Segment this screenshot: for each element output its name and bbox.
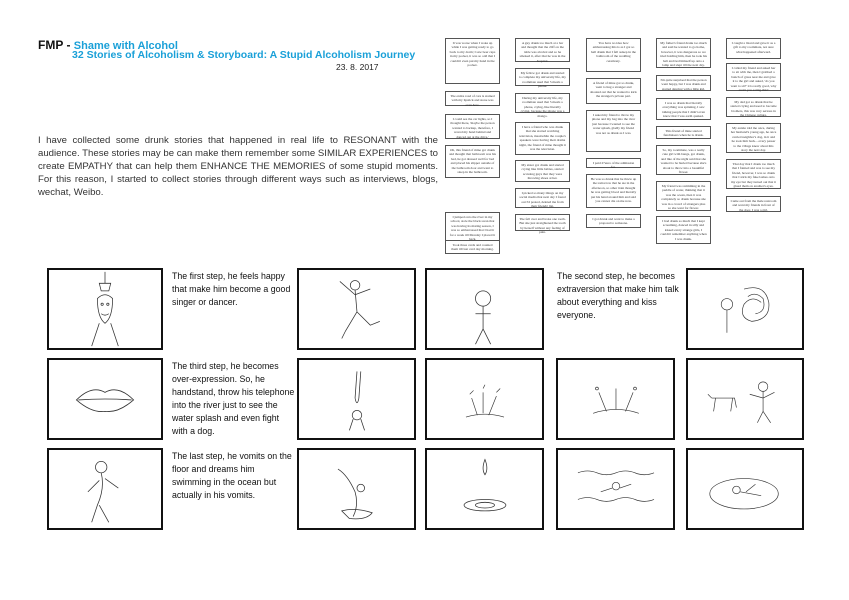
handstand-sketch — [299, 360, 414, 438]
story-note: The fell over and broke one tooth. But she just straightened the tooth by herself without any feeling of pain. — [515, 214, 570, 231]
vomit-sketch — [49, 450, 161, 528]
storyboard-frame-dancer — [297, 268, 416, 350]
storyboard-frame-lips — [47, 358, 163, 440]
story-note: I was so drunk that literally everything was spinning, I saw talking people that I didn't even know that I was earth quaked. — [656, 98, 711, 120]
storyboard-frame-floor — [297, 448, 416, 530]
intro-paragraph: I have collected some drunk stories that happened in real life to RESONANT with the audience. These stories may be can make them remember some SIMILAR EXPERIENCES to create EMPATHY that can help them ENHANCE THE MEMORIES of some stupid moments. For this reason, I started to collect stories through different ways such as interviews, blogs, wechat, Weibo. — [38, 135, 438, 198]
story-note: I had drunk so much that I kept screaming, danced in silly and kissed every strange girls, I couldn't remember anything when I was drunk. — [656, 216, 711, 244]
story-note: That day that I drank too much that I fainted and was to see my friend, however, I was so drunk that I stick my fake lashes onto my eye but they turned out that it glued them on another's eyes. — [726, 159, 781, 189]
story-note: Oh, this friend of mine got drunk and thought that bathroom was his bed, he got dressed well for bed and placed his slipper outside of the bathroom door and went to sleep in the bathroom. — [445, 145, 500, 178]
story-note: The entire road of cars is stained with my lipstick and stone was even here. — [445, 91, 500, 106]
storyboard-frame-vomit — [47, 448, 163, 530]
story-note: My auntie told me once, during her husband's young age, he once carried neighbor's dog, in it and he took him back... every passer to the village knew about this story the next day. — [726, 123, 781, 153]
story-note: My fellow got drunk and started to complete my university life, my roommate used that 5 meals a phone. — [515, 68, 570, 86]
page-date: 23. 8. 2017 — [336, 62, 379, 72]
storyboard-frame-ocean — [556, 448, 675, 530]
splash2-sketch — [558, 360, 673, 438]
storyboard-frame-water-splash — [425, 358, 544, 440]
story-note: My sister got drunk and started crying like little babies, started accusing guys that they were throwing shoes at her. — [515, 160, 570, 182]
story-note: A guy drunk too much at a bar and thought that the cliff on the table was alcohol and so he smoked it, after that he was in the hospital. — [515, 38, 570, 62]
storyboard-frame-drip — [425, 448, 544, 530]
page-title: Shame with Alcohol — [73, 40, 178, 52]
singer-sketch — [49, 270, 161, 348]
story-note: A friend of mine got so drunk, went to hug a stranger and shouted out that he wanted to kick the stranger's private part. — [586, 78, 641, 104]
story-note: I got drunk and went to make a proposal to someone. — [586, 214, 641, 228]
storyboard-frame-swimming — [686, 448, 804, 530]
scribble-sketch — [688, 270, 802, 348]
storyboard-caption-step4: The last step, he vomits on the floor and dreams him swimming in the ocean but actually in his vomits. — [172, 451, 292, 500]
storyboard-frame-splash-2 — [556, 358, 675, 440]
swimming-sketch — [688, 450, 802, 528]
header-prefix: FMP - — [38, 38, 74, 52]
story-note: I have a friend who was drunk that she started watching television, meanwhile the couple's speakers were having their drama night, the friend of mine thought it was the television. — [515, 122, 570, 155]
story-note: I caught a lizard and gave it as a gift to my roommate, not sure what happened afterward. — [726, 38, 781, 59]
floor-sketch — [299, 450, 414, 528]
story-note: I jumped onto the river in my school, stole the black swan that was having its mating season, I was so embarrassed that I had it for a week till Monday I placed it — [445, 212, 500, 245]
story-note: My father's friend drank too much and said he wanted to go home, however, it was dangerous so we tried holding him, then he took his belt and tied himself up onto a lamp and slept till the next day. — [656, 38, 711, 68]
story-note: He was so drunk that he threw up the tomorrow that he ate in the afternoon, so other train thought he was getting blood and literally put his hand around him and said you cannot die on me now. — [586, 174, 641, 208]
story-note: This friend of mine started fundraisers when he is drunk. — [656, 126, 711, 139]
storyboard-frame-talker — [425, 268, 544, 350]
story-note: You have no idea how embarrassing this is as I got so hell drunk that I fell asleep in the bathroom of the wedding ceremony. — [586, 38, 641, 72]
splash-sketch — [427, 360, 542, 438]
page-subtitle: 32 Stories of Alcoholism & Storyboard: A Stupid Alcoholism Journey — [72, 49, 416, 61]
story-note: I asked my friend to throw my phone and my bag into the river just because I wanted to see the water splash, gladly my friend was not as drunk as I was. — [586, 110, 641, 152]
dog-fight-sketch — [688, 360, 802, 438]
storyboard-frame-singer — [47, 268, 163, 350]
story-note: Took three cards and counted them till last card day morning. — [445, 240, 500, 254]
story-note: I called my friend and asked her to sit with me, then I grabbed a bunch of grass near me and gave it to the girl and asked, 'do you want to sit?' it is really good, why aren't you eating this? — [726, 63, 781, 91]
storyboard-frame-dog-fight — [686, 358, 804, 440]
storyboard-frame-scribble — [686, 268, 804, 350]
story-note: I'm quite surprised that the person went happy, but I was drunk and started dancing with a little kid. — [656, 75, 711, 91]
story-note: So, my roommate, was a really cute girl with bangs, got drunk, and like of the night said that she wanted to be buried because she's about to throw into a beautiful flower. — [656, 145, 711, 175]
story-note: I picked so many things on my social media that next day I found out I'd posted, deleted me from their friends' list. — [515, 188, 570, 208]
storyboard-caption-step2: The second step, he becomes extraversion that make him talk about everything and kiss everyone. — [557, 271, 679, 320]
talker-sketch — [427, 270, 542, 348]
storyboard-caption-step3: The third step, he becomes over-expression. So, he handstand, throw his telephone into the river just to see the water splash and even fight with a dog. — [172, 361, 295, 436]
story-note: Came out from the male restroom and went my friends in front of the door, I was a girl. — [726, 196, 781, 212]
story-note: I paid 27euro of the admission fee. — [586, 158, 641, 168]
story-note: My dad got so drunk that he started crying and used to become brothers, this was very serious in the Chinese culture. — [726, 97, 781, 117]
story-note: I could see the car lights, so I thought there, 'maybe the person wanted to backup, therefore, I waved my hand behind and danced out at the drive.' — [445, 114, 500, 139]
storyboard-caption-step1: The first step, he feels happy that make him become a good singer or dancer. — [172, 271, 291, 307]
story-note: During my university life, my roommate used that 5 meals a phone, crying, like literally crying, because the phone was a mango. — [515, 93, 570, 113]
lips-sketch — [49, 360, 161, 438]
dancer-sketch — [299, 270, 414, 348]
story-note: It was worse when I woke up while I was getting ready to go back to my dorm; I saw beer caps in my pocket, it was so odd that I couldn't even put my hand in the pocket. — [445, 38, 500, 84]
drip-sketch — [427, 450, 542, 528]
story-note: My friend was swimming in the puddle of water, thinking that it was the ocean, then it was completely so drunk because she was in a crowd of strangers plus so she went for flower. — [656, 181, 711, 211]
storyboard-frame-handstand — [297, 358, 416, 440]
ocean-sketch — [558, 450, 673, 528]
